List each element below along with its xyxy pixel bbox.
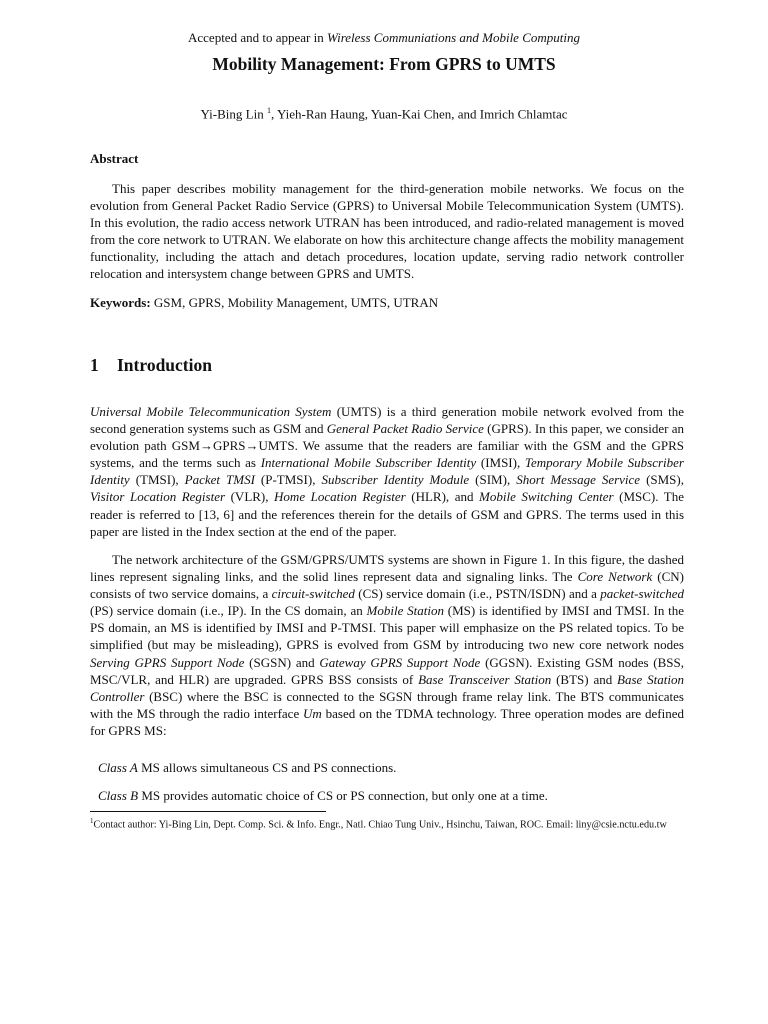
text-run: (MS) is identified by IMSI and TMSI. In the PS domain, an MS is identified by IMSI and P-TMSI. This paper will emphasize on the PS related topics. To be simplified (but may be misleading), GPRS is evolved from GSM by introducing two new core network nodes — [90, 603, 684, 653]
footnote-rule — [90, 811, 326, 812]
italic-term: Short Message Service — [516, 472, 641, 488]
section-number: 1 — [90, 355, 99, 375]
keywords-list: GSM, GPRS, Mobility Management, UMTS, UTRAN — [150, 295, 439, 310]
italic-term: General Packet Radio Service — [326, 421, 484, 437]
italic-term: International Mobile Subscriber Identity — [260, 455, 477, 471]
first-author: Yi-Bing Lin — [200, 106, 264, 122]
text-run: (VLR), — [225, 489, 275, 505]
paper-title: Mobility Management: From GPRS to UMTS — [212, 54, 556, 74]
text-run: (MSC). The reader is referred to [13, 6] and the references therein for the details of GSM and GPRS. The terms used in this paper are listed in the Index section at the end of the paper. — [90, 489, 684, 539]
italic-term: Home Location Register — [274, 489, 406, 505]
abstract-text: This paper describes mobility management for the third-generation mobile networks. We focus on the evolution from General Packet Radio Service (GPRS) to Universal Mobile Telecommunication System (UMTS). In this evolution, the radio access network UTRAN has been introduced, and radio-related management is moved from the core network to UTRAN. We elaborate on how this architecture change affects the mobility management functionality, including the attach and detach procedures, location update, serving radio network controller relocation and intersystem change between GPRS and UMTS. — [90, 181, 684, 282]
footnote-mark: 1 — [90, 817, 94, 825]
text-run: (BTS) and — [551, 671, 618, 687]
class-a-text: MS allows simultaneous CS and PS connections. — [137, 760, 397, 775]
italic-term: Serving GPRS Support Node — [90, 654, 245, 670]
journal-name: Wireless Communiations and Mobile Computing — [326, 30, 580, 45]
text-run: The network architecture of the GSM/GPRS/UMTS systems are shown in Figure 1. In this figure, the dashed lines represent signaling links, and the solid lines represent data and signaling links. The — [90, 552, 684, 585]
class-b-item — [98, 788, 548, 804]
italic-term: Base Station Controller — [90, 671, 684, 704]
italic-term: Mobile Station — [366, 603, 444, 619]
text-run: based on the TDMA technology. Three operation modes are defined for GPRS MS: — [90, 705, 684, 738]
italic-term: Core Network — [577, 569, 653, 585]
class-b-text: MS provides automatic choice of CS or PS connection, but only one at a time. — [138, 788, 548, 803]
section-heading-introduction — [90, 355, 212, 376]
italic-term: Mobile Switching Center — [479, 489, 614, 505]
class-b-label: Class B — [98, 788, 139, 803]
text-run: (SGSN) and — [244, 654, 320, 670]
text-run: (CS) service domain (i.e., PSTN/ISDN) and a — [354, 586, 601, 602]
class-a-item — [98, 760, 396, 776]
text-run: (GPRS). In this paper, we consider an evolution path GSM→GPRS→UMTS. We assume that the readers are familiar with the GSM and the GPRS systems, and the terms such as — [90, 421, 685, 471]
italic-term: Packet TMSI — [184, 472, 255, 488]
keywords-label: Keywords: — [90, 295, 151, 310]
italic-term: circuit-switched — [271, 586, 355, 602]
publication-note — [0, 30, 768, 46]
footnote — [90, 815, 684, 831]
italic-term: Visitor Location Register — [90, 489, 226, 505]
text-run: (SIM), — [469, 472, 517, 488]
text-run: (IMSI), — [476, 455, 525, 471]
text-run: (TMSI), — [129, 472, 185, 488]
text-run: (PS) service domain (i.e., IP). In the CS domain, an — [90, 603, 367, 619]
text-run: (BSC) where the BSC is connected to the SGSN through frame relay link. The BTS communicates with the MS through the radio interface — [90, 688, 684, 721]
text-run: (HLR), and — [405, 489, 480, 505]
text-run: (GGSN). Existing GSM nodes (BSS, MSC/VLR, and HLR) are upgraded. GPRS BSS consists of — [90, 654, 685, 687]
text-run: (UMTS) is a third generation mobile network evolved from the second generation systems such as GSM and — [90, 404, 684, 437]
italic-term: Base Transceiver Station — [418, 671, 552, 687]
italic-term: packet-switched — [600, 586, 684, 602]
class-a-label: Class A — [98, 760, 138, 775]
keywords — [90, 294, 684, 311]
other-authors: , Yieh-Ran Haung, Yuan-Kai Chen, and Imrich Chlamtac — [270, 106, 568, 122]
footnote-marker: 1 — [266, 106, 271, 115]
abstract-heading: Abstract — [90, 151, 139, 166]
publication-note-prefix: Accepted and to appear in — [188, 30, 327, 45]
italic-term: Universal Mobile Telecommunication System — [90, 404, 332, 419]
italic-term: Temporary Mobile Subscriber Identity — [90, 455, 684, 488]
text-run: (P-TMSI), — [254, 472, 322, 488]
italic-term: Um — [303, 705, 322, 721]
text-run: (CN) consists of two service domains, a — [90, 569, 684, 602]
author-list — [0, 106, 768, 122]
section-title: Introduction — [117, 355, 212, 375]
italic-term: Subscriber Identity Module — [321, 472, 470, 488]
intro-paragraph-2 — [90, 551, 684, 739]
intro-paragraph-1 — [90, 403, 684, 540]
italic-term: Gateway GPRS Support Node — [319, 654, 481, 670]
footnote-text: Contact author: Yi-Bing Lin, Dept. Comp. Sci. & Info. Engr., Natl. Chiao Tung Univ., Hsinchu, Taiwan, ROC. Email: liny@csie.nctu.edu.tw — [93, 819, 667, 831]
text-run: (SMS), — [640, 472, 684, 488]
